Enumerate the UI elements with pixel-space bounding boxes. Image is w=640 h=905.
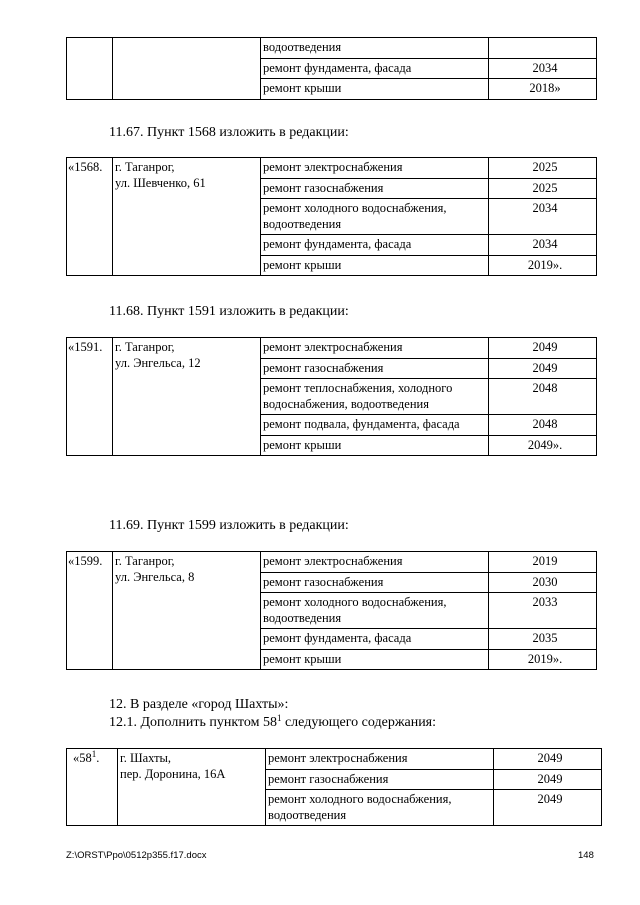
table-continuation: [66, 37, 597, 100]
table-item-1599: [66, 551, 597, 670]
year-cell: 2019».: [489, 649, 597, 670]
year-cell: 2018»: [489, 79, 597, 100]
address-street: ул. Энгельса, 12: [115, 355, 201, 370]
work-cell: ремонт фундамента, фасада: [261, 629, 489, 650]
year-cell: 2025: [489, 178, 597, 199]
paragraph-11-69: 11.69. Пункт 1599 изложить в редакции:: [109, 518, 349, 533]
year-cell: 2025: [489, 158, 597, 179]
table-item-1591: [66, 337, 597, 456]
address-street: ул. Энгельса, 8: [115, 569, 195, 584]
year-cell: 2048: [489, 379, 597, 415]
paragraph-12-1: 12.1. Дополнить пунктом $58^1$ следующего содержания:: [109, 713, 437, 730]
work-cell: ремонт крыши: [261, 435, 489, 456]
paragraph-11-68: 11.68. Пункт 1591 изложить в редакции:: [109, 304, 349, 319]
item-number-cell: «1591.: [67, 338, 113, 456]
year-cell: 2048: [489, 415, 597, 436]
address-cell: [113, 552, 261, 670]
year-cell: 2049: [494, 790, 602, 826]
year-cell: 2049: [489, 338, 597, 359]
work-cell: ремонт газоснабжения: [261, 572, 489, 593]
work-cell: водоотведения: [261, 38, 489, 59]
table-row: [67, 552, 597, 573]
work-cell: ремонт электроснабжения: [261, 552, 489, 573]
work-cell: ремонт крыши: [261, 255, 489, 276]
year-cell: 2035: [489, 629, 597, 650]
address-city: г. Таганрог,: [115, 340, 175, 354]
item-number-cell: [67, 38, 113, 100]
work-cell: ремонт холодного водоснабжения, водоотведения: [266, 790, 494, 826]
year-cell: 2019».: [489, 255, 597, 276]
year-cell: 2019: [489, 552, 597, 573]
address-cell: [113, 38, 261, 100]
year-cell: 2034: [489, 235, 597, 256]
year-cell: 2049».: [489, 435, 597, 456]
work-cell: ремонт газоснабжения: [261, 358, 489, 379]
work-cell: ремонт электроснабжения: [261, 158, 489, 179]
address-city: г. Шахты,: [120, 751, 172, 765]
work-cell: ремонт фундамента, фасада: [261, 58, 489, 79]
address-cell: [113, 338, 261, 456]
year-cell: 2049: [489, 358, 597, 379]
year-cell: 2049: [494, 749, 602, 770]
work-cell: ремонт электроснабжения: [261, 338, 489, 359]
work-cell: ремонт фундамента, фасада: [261, 235, 489, 256]
year-cell: [489, 38, 597, 59]
item-number-cell: «$58^1$.: [67, 749, 118, 826]
work-cell: ремонт газоснабжения: [266, 769, 494, 790]
year-cell: 2034: [489, 58, 597, 79]
footer-file-path: Z:\ORST\Ppo\0512p355.f17.docx: [66, 850, 207, 861]
year-cell: 2030: [489, 572, 597, 593]
address-cell: [113, 158, 261, 276]
address-city: г. Таганрог,: [115, 160, 175, 174]
address-street: пер. Доронина, 16А: [120, 766, 226, 781]
item-number-cell: «1568.: [67, 158, 113, 276]
table-item-58-1: [66, 748, 602, 826]
work-cell: ремонт крыши: [261, 79, 489, 100]
work-cell: ремонт газоснабжения: [261, 178, 489, 199]
year-cell: 2049: [494, 769, 602, 790]
footer-page-number: 148: [578, 850, 594, 861]
table-row: [67, 338, 597, 359]
table-row: [67, 749, 602, 770]
work-cell: ремонт теплоснабжения, холодного водоснабжения, водоотведения: [261, 379, 489, 415]
work-cell: ремонт электроснабжения: [266, 749, 494, 770]
table-item-1568: [66, 157, 597, 276]
work-cell: ремонт крыши: [261, 649, 489, 670]
item-number-cell: «1599.: [67, 552, 113, 670]
work-cell: ремонт холодного водоснабжения, водоотведения: [261, 593, 489, 629]
address-cell: [118, 749, 266, 826]
address-street: ул. Шевченко, 61: [115, 175, 206, 190]
work-cell: ремонт холодного водоснабжения, водоотведения: [261, 199, 489, 235]
paragraph-12: 12. В разделе «город Шахты»:: [109, 697, 289, 712]
table-row: [67, 158, 597, 179]
table-row: [67, 38, 597, 59]
paragraph-11-67: 11.67. Пункт 1568 изложить в редакции:: [109, 125, 349, 140]
year-cell: 2033: [489, 593, 597, 629]
address-city: г. Таганрог,: [115, 554, 175, 568]
year-cell: 2034: [489, 199, 597, 235]
work-cell: ремонт подвала, фундамента, фасада: [261, 415, 489, 436]
